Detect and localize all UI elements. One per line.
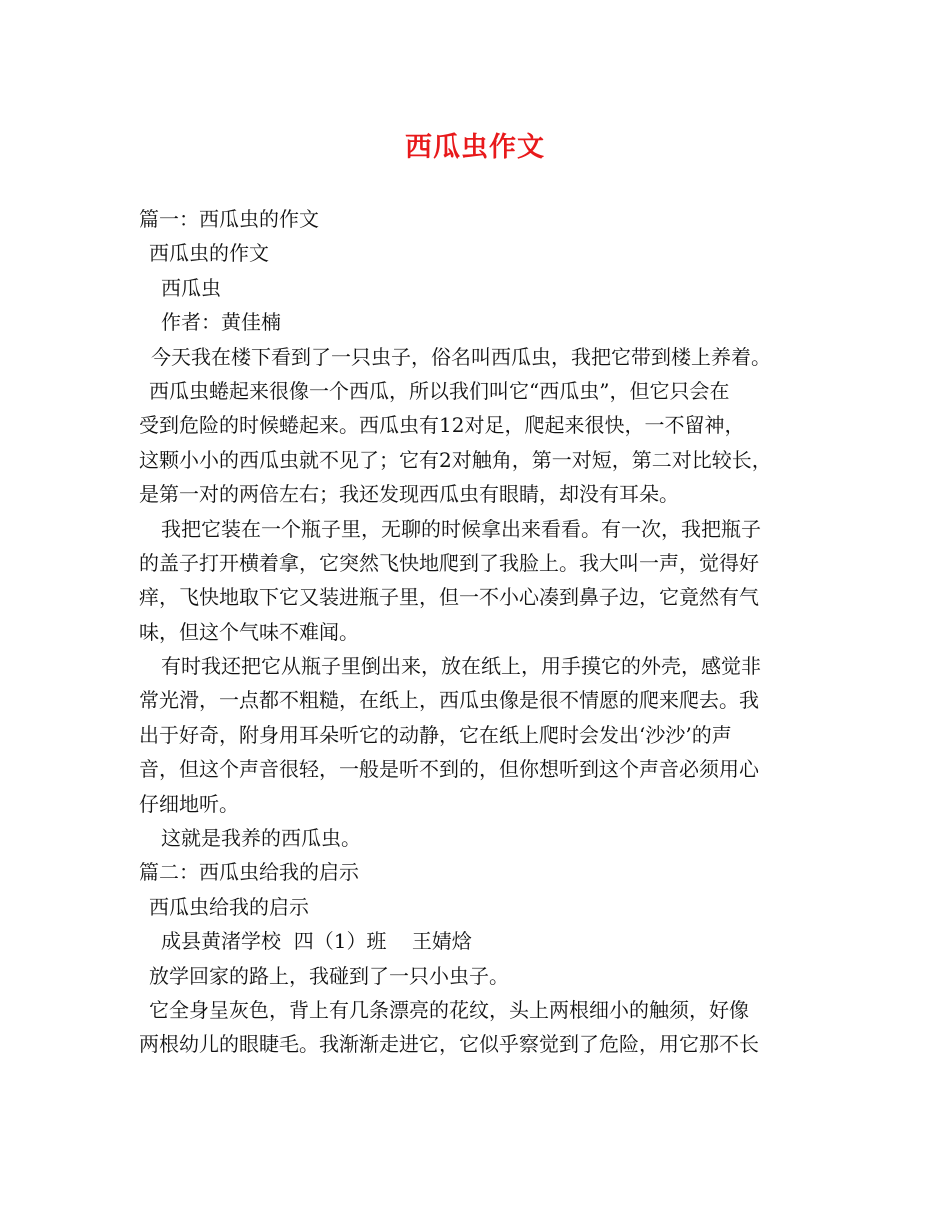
text-line: 常光滑，一点都不粗糙，在纸上，西瓜虫像是很不情愿的爬来爬去。我 — [139, 688, 759, 713]
text-line: 痒，飞快地取下它又装进瓶子里，但一不小心凑到鼻子边，它竟然有气 — [139, 585, 759, 610]
text-line: 的盖子打开横着拿，它突然飞快地爬到了我脸上。我大叫一声，觉得好 — [139, 550, 759, 575]
text-line: 今天我在楼下看到了一只虫子，俗名叫西瓜虫，我把它带到楼上养着。 — [151, 344, 771, 369]
text-line: 是第一对的两倍左右；我还发现西瓜虫有眼睛，却没有耳朵。 — [139, 482, 679, 507]
author-line: 作者：黄佳楠 — [161, 310, 281, 335]
text-line: 受到危险的时候蜷起来。西瓜虫有12对足，爬起来很快，一不留神， — [139, 413, 745, 438]
text-line: 放学回家的路上，我碰到了一只小虫子。 — [149, 963, 509, 988]
document-body — [139, 202, 839, 1062]
essay-subtitle: 西瓜虫 — [161, 275, 221, 300]
text-line: 我把它装在一个瓶子里，无聊的时候拿出来看看。有一次，我把瓶子 — [161, 516, 761, 541]
text-line: 音，但这个声音很轻，一般是听不到的，但你想听到这个声音必须用心 — [139, 757, 759, 782]
text-line: 它全身呈灰色，背上有几条漂亮的花纹，头上两根细小的触须，好像 — [149, 997, 749, 1022]
text-line: 两根幼儿的眼睫毛。我渐渐走进它，它似乎察觉到了危险，用它那不长 — [139, 1032, 759, 1057]
text-line: 出于好奇，附身用耳朵听它的动静，它在纸上爬时会发出‘沙沙’的声 — [139, 722, 732, 747]
text-line: 仔细地听。 — [139, 791, 239, 816]
document-title: 西瓜虫作文 — [405, 132, 545, 163]
text-line: 西瓜虫蜷起来很像一个西瓜，所以我们叫它“西瓜虫”，但它只会在 — [149, 378, 730, 403]
section-heading: 篇一：西瓜虫的作文 — [139, 207, 319, 231]
text-line: 这就是我养的西瓜虫。 — [161, 826, 361, 851]
essay-title: 西瓜虫的作文 — [149, 241, 269, 266]
text-line: 有时我还把它从瓶子里倒出来，放在纸上，用手摸它的外壳，感觉非 — [161, 654, 761, 679]
section-heading: 篇二：西瓜虫给我的启示 — [139, 860, 359, 885]
text-line: 这颗小小的西瓜虫就不见了；它有2对触角，第一对短，第二对比较长， — [139, 447, 772, 472]
author-line: 成县黄渚学校 四（1）班 王婧焓 — [161, 929, 472, 954]
text-line: 味，但这个气味不难闻。 — [139, 619, 359, 644]
essay-title: 西瓜虫给我的启示 — [149, 894, 309, 919]
